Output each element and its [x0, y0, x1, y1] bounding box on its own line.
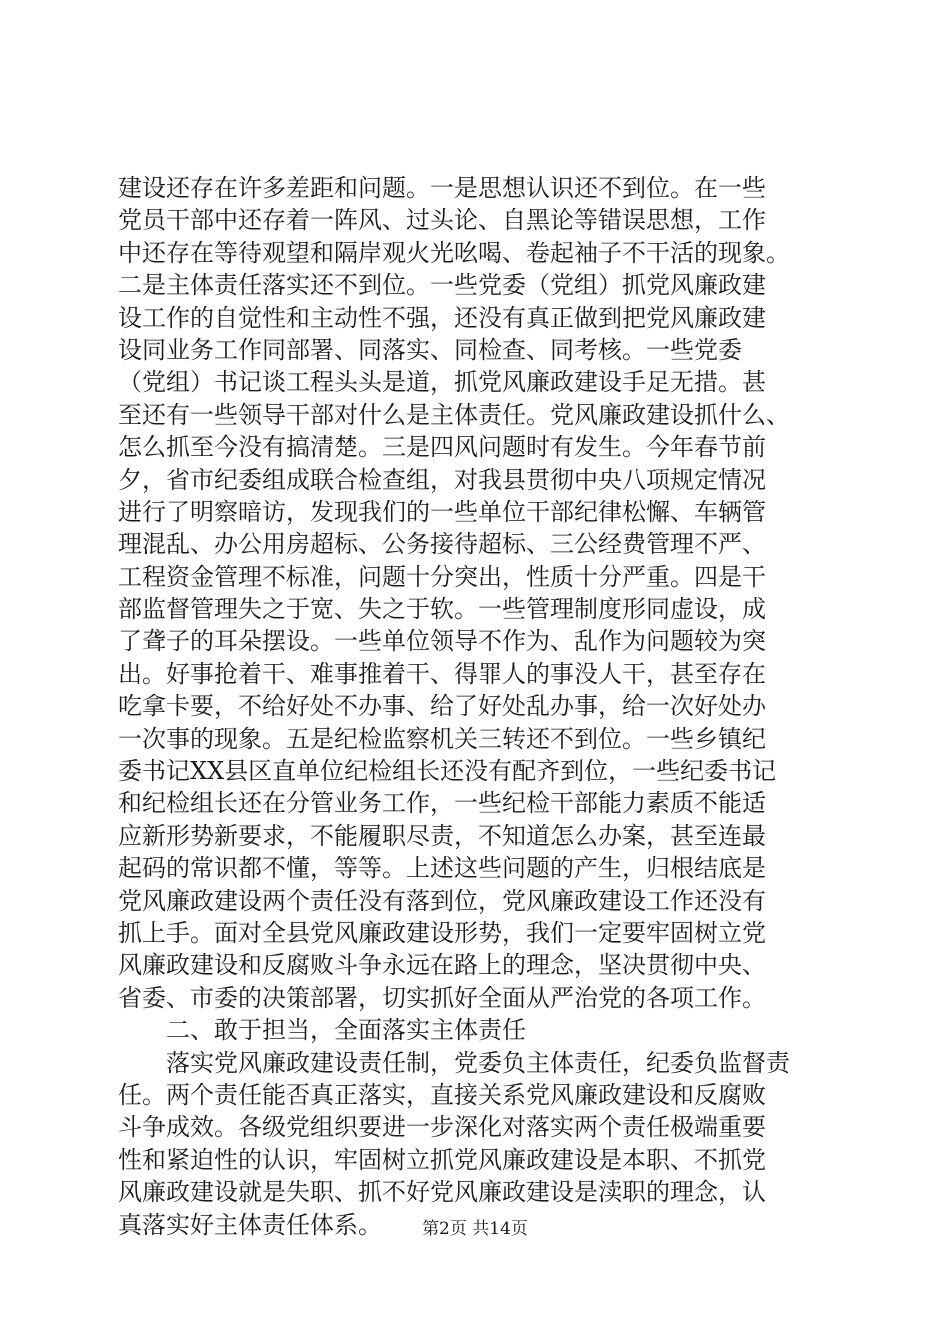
text-line: 党风廉政建设两个责任没有落到位，党风廉政建设工作还没有 — [118, 886, 766, 915]
text-line: 风廉政建设就是失职、抓不好党风廉政建设是渎职的理念，认 — [118, 1178, 766, 1207]
text-line: 中还存在等待观望和隔岸观火光吆喝、卷起袖子不干活的现象。 — [118, 238, 790, 267]
text-line: 理混乱、办公用房超标、公务接待超标、三公经费管理不严、 — [118, 530, 766, 559]
text-line: 党员干部中还存着一阵风、过头论、自黑论等错误思想，工作 — [118, 206, 766, 235]
text-line: 工程资金管理不标准，问题十分突出，性质十分严重。四是干 — [118, 562, 766, 591]
text-line: 了聋子的耳朵摆设。一些单位领导不作为、乱作为问题较为突 — [118, 627, 766, 656]
section-heading: 二、敢于担当，全面落实主体责任 — [166, 1016, 526, 1045]
text-line: 真落实好主体责任体系。 — [118, 1210, 382, 1239]
text-line: 设工作的自觉性和主动性不强，还没有真正做到把党风廉政建 — [118, 303, 766, 332]
text-line: 和纪检组长还在分管业务工作，一些纪检干部能力素质不能适 — [118, 789, 766, 818]
text-line: 一次事的现象。五是纪检监察机关三转还不到位。一些乡镇纪 — [118, 724, 766, 753]
text-line: 应新形势新要求，不能履职尽责，不知道怎么办案，甚至连最 — [118, 821, 766, 850]
text-line: 委书记XX县区直单位纪检组长还没有配齐到位，一些纪委书记 — [118, 757, 777, 786]
body-text — [118, 172, 858, 1241]
text-line: 斗争成效。各级党组织要进一步深化对落实两个责任极端重要 — [118, 1113, 766, 1142]
text-line: 吃拿卡要，不给好处不办事、给了好处乱办事，给一次好处办 — [118, 692, 766, 721]
text-line: 至还有一些领导干部对什么是主体责任。党风廉政建设抓什么、 — [118, 400, 790, 429]
text-line: 进行了明察暗访，发现我们的一些单位干部纪律松懈、车辆管 — [118, 497, 766, 526]
text-line: 任。两个责任能否真正落实，直接关系党风廉政建设和反腐败 — [118, 1080, 766, 1109]
text-line: 省委、市委的决策部署，切实抓好全面从严治党的各项工作。 — [118, 983, 766, 1012]
text-line: 抓上手。面对全县党风廉政建设形势，我们一定要牢固树立党 — [118, 918, 766, 947]
text-line: 出。好事抢着干、难事推着干、得罪人的事没人干，甚至存在 — [118, 659, 766, 688]
text-line: 风廉政建设和反腐败斗争永远在路上的理念，坚决贯彻中央、 — [118, 951, 766, 980]
text-line: 设同业务工作同部署、同落实、同检查、同考核。一些党委 — [118, 335, 742, 364]
text-line: 建设还存在许多差距和问题。一是思想认识还不到位。在一些 — [118, 174, 766, 202]
text-line: 二是主体责任落实还不到位。一些党委（党组）抓党风廉政建 — [118, 271, 766, 300]
page-number-footer: 第2页 共14页 — [422, 1219, 528, 1239]
text-line: 起码的常识都不懂，等等。上述这些问题的产生，归根结底是 — [118, 854, 766, 883]
text-line: 落实党风廉政建设责任制，党委负主体责任，纪委负监督责 — [166, 1048, 790, 1077]
text-line: （党组）书记谈工程头头是道，抓党风廉政建设手足无措。甚 — [118, 368, 766, 397]
text-line: 夕，省市纪委组成联合检查组，对我县贯彻中央八项规定情况 — [118, 465, 766, 494]
text-line: 性和紧迫性的认识，牢固树立抓党风廉政建设是本职、不抓党 — [118, 1145, 766, 1174]
text-line: 部监督管理失之于宽、失之于软。一些管理制度形同虚设，成 — [118, 595, 766, 624]
text-line: 怎么抓至今没有搞清楚。三是四风问题时有发生。今年春节前 — [118, 433, 766, 462]
